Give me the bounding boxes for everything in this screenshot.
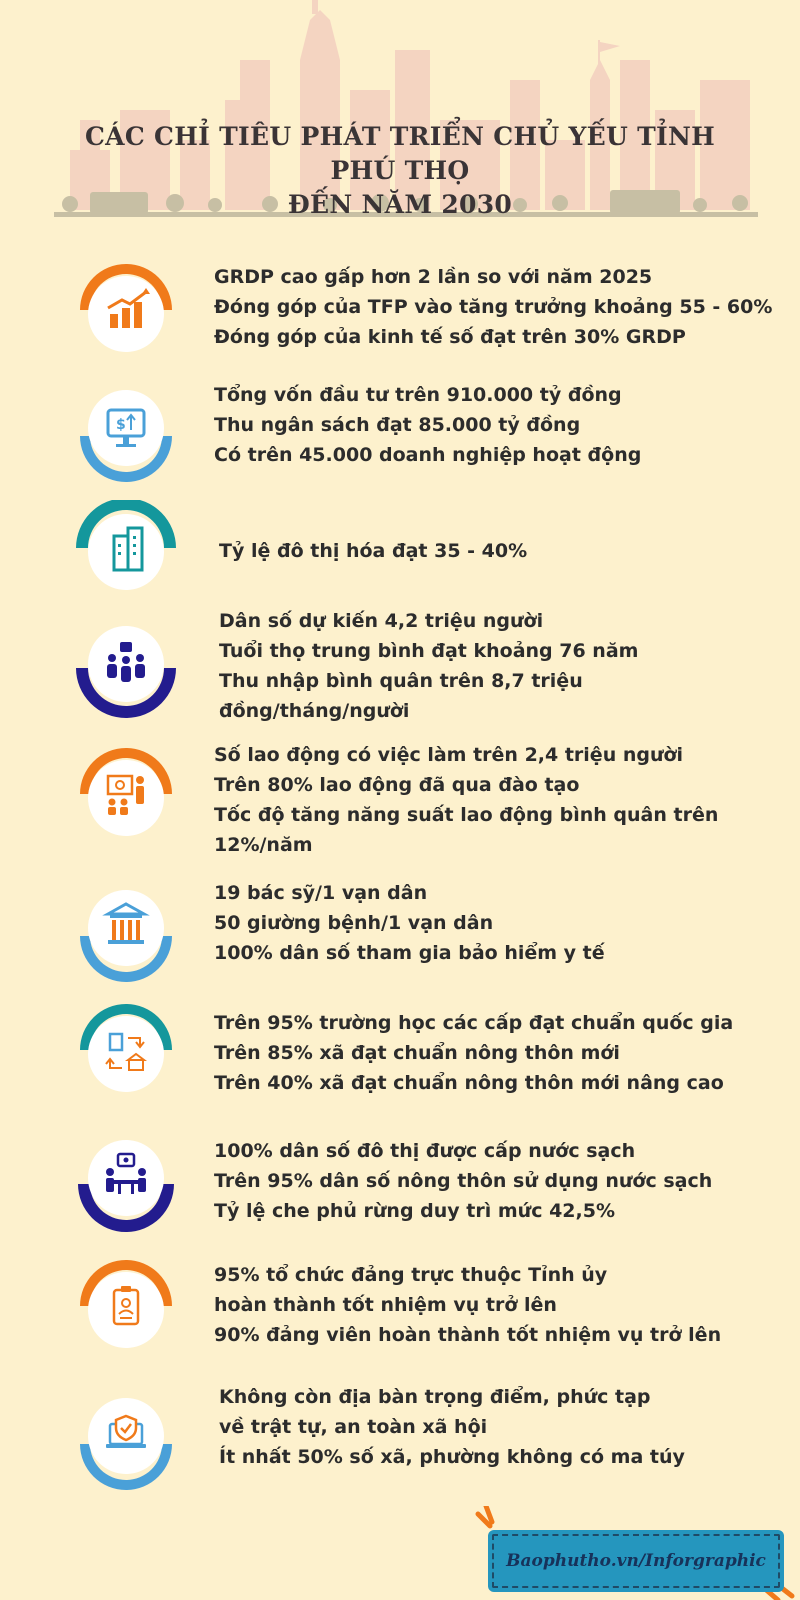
security-shield-laptop-icon	[74, 1388, 178, 1492]
hospital-building-icon	[74, 880, 178, 984]
school-exchange-icon	[74, 1002, 178, 1106]
indicator-text	[214, 1260, 721, 1350]
indicator-line: 50 giường bệnh/1 vạn dân	[214, 912, 494, 934]
indicator-line: Trên 80% lao động đã qua đào tạo	[214, 774, 580, 796]
indicator-line: Không còn địa bàn trọng điểm, phức tạp	[219, 1386, 651, 1408]
indicator-line: Đóng góp của kinh tế số đạt trên 30% GRDP	[214, 326, 686, 348]
indicator-text	[214, 1136, 712, 1226]
indicator-line: 100% dân số tham gia bảo hiểm y tế	[214, 942, 605, 964]
indicator-line: Tổng vốn đầu tư trên 910.000 tỷ đồng	[214, 384, 622, 406]
indicator-line: Tuổi thọ trung bình đạt khoảng 76 năm	[219, 640, 639, 662]
indicator-line: 12%/năm	[214, 834, 313, 856]
indicator-text	[214, 380, 641, 470]
id-badge-icon	[74, 1258, 178, 1362]
source-label-box	[488, 1530, 784, 1592]
urban-buildings-icon	[74, 500, 178, 604]
growth-chart-icon	[74, 262, 178, 366]
indicator-text	[214, 878, 605, 968]
training-presentation-icon	[74, 746, 178, 850]
indicator-line: Tỷ lệ che phủ rừng duy trì mức 42,5%	[214, 1200, 615, 1222]
population-group-icon	[74, 616, 178, 720]
indicator-line: hoàn thành tốt nhiệm vụ trở lên	[214, 1294, 557, 1316]
page-title	[60, 120, 740, 222]
indicator-text	[214, 1008, 733, 1098]
indicator-line: Đóng góp của TFP vào tăng trưởng khoảng 55 - 60%	[214, 296, 773, 318]
indicator-line: về trật tự, an toàn xã hội	[219, 1416, 488, 1438]
indicator-text	[219, 606, 638, 726]
indicator-line: 95% tổ chức đảng trực thuộc Tỉnh ủy	[214, 1264, 608, 1286]
title-line-1: CÁC CHỈ TIÊU PHÁT TRIỂN CHỦ YẾU TỈNH PHÚ THỌ	[84, 122, 716, 185]
investment-monitor-icon	[74, 380, 178, 484]
indicator-text	[214, 740, 718, 860]
source-footer	[474, 1506, 800, 1600]
indicator-line: 19 bác sỹ/1 vạn dân	[214, 882, 428, 904]
indicator-text	[214, 262, 772, 352]
indicator-line: Trên 85% xã đạt chuẩn nông thôn mới	[214, 1042, 620, 1064]
indicator-line: Trên 95% dân số nông thôn sử dụng nước sạch	[214, 1170, 713, 1192]
source-link[interactable]: Baophutho.vn/Inforgraphic	[506, 1551, 766, 1571]
indicator-line: Trên 95% trường học các cấp đạt chuẩn quốc gia	[214, 1012, 734, 1034]
indicator-line: Tỷ lệ đô thị hóa đạt 35 - 40%	[219, 540, 528, 562]
indicator-line: Dân số dự kiến 4,2 triệu người	[219, 610, 544, 632]
indicator-text	[219, 1382, 685, 1472]
indicator-line: Số lao động có việc làm trên 2,4 triệu người	[214, 744, 684, 766]
indicator-line: Thu ngân sách đạt 85.000 tỷ đồng	[214, 414, 581, 436]
indicator-line: đồng/tháng/người	[219, 700, 410, 722]
indicator-text	[219, 536, 527, 566]
indicator-line: 100% dân số đô thị được cấp nước sạch	[214, 1140, 636, 1162]
meeting-table-icon	[74, 1130, 178, 1234]
svg-text:$: $	[116, 417, 126, 433]
title-line-2: ĐẾN NĂM 2030	[287, 190, 513, 219]
indicator-line: Ít nhất 50% số xã, phường không có ma túy	[219, 1446, 685, 1468]
indicator-line: Thu nhập bình quân trên 8,7 triệu	[219, 670, 583, 692]
indicator-line: Trên 40% xã đạt chuẩn nông thôn mới nâng cao	[214, 1072, 724, 1094]
indicator-line: Có trên 45.000 doanh nghiệp hoạt động	[214, 444, 642, 466]
indicator-line: 90% đảng viên hoàn thành tốt nhiệm vụ trở lên	[214, 1324, 722, 1346]
indicator-line: GRDP cao gấp hơn 2 lần so với năm 2025	[214, 266, 653, 288]
indicator-line: Tốc độ tăng năng suất lao động bình quân trên	[214, 804, 719, 826]
